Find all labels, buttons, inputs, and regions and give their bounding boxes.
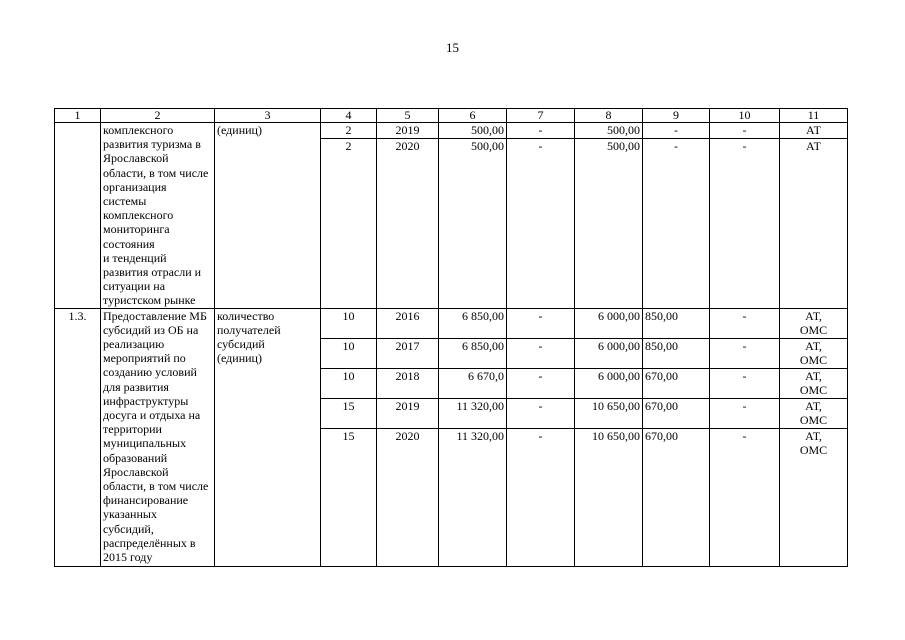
regional-budget: 500,00 [575, 138, 643, 308]
other-sources: - [710, 428, 780, 566]
federal-budget: - [507, 368, 575, 398]
column-header: 6 [439, 109, 507, 123]
year: 2020 [377, 138, 439, 308]
total-amount: 500,00 [439, 138, 507, 308]
local-budget: 670,00 [643, 428, 710, 566]
item-name: Предоставление МБ субсидий из ОБ на реализацию мероприятий по созданию условий для развития инфраструктуры досуга и отдыха на территории муниципальных образований Ярославской области, в том числе финансирование указанных субсидий, распределённых в 2015 году [101, 308, 215, 566]
other-sources: - [710, 123, 780, 139]
regional-budget: 6 000,00 [575, 338, 643, 368]
executor: АТ [780, 123, 848, 139]
column-header: 3 [215, 109, 321, 123]
indicator-value: 10 [321, 338, 377, 368]
federal-budget: - [507, 428, 575, 566]
item-name: комплексного развития туризма в Ярославской области, в том числе организация системы комплексного мониторинга состояния и тенденций развития отрасли и ситуации на туристском рынке [101, 123, 215, 309]
local-budget: 850,00 [643, 308, 710, 338]
column-header: 11 [780, 109, 848, 123]
federal-budget: - [507, 123, 575, 139]
other-sources: - [710, 138, 780, 308]
table-row [55, 123, 848, 139]
column-header: 10 [710, 109, 780, 123]
column-header: 1 [55, 109, 101, 123]
local-budget: 850,00 [643, 338, 710, 368]
local-budget: - [643, 123, 710, 139]
column-number-row [55, 109, 848, 123]
item-number: 1.3. [55, 308, 101, 566]
table-row [55, 308, 848, 338]
item-number [55, 123, 101, 309]
local-budget: - [643, 138, 710, 308]
total-amount: 6 850,00 [439, 308, 507, 338]
executor: АТ, ОМС [780, 428, 848, 566]
executor: АТ, ОМС [780, 398, 848, 428]
federal-budget: - [507, 338, 575, 368]
year: 2016 [377, 308, 439, 338]
column-header: 9 [643, 109, 710, 123]
executor: АТ, ОМС [780, 368, 848, 398]
executor: АТ, ОМС [780, 308, 848, 338]
other-sources: - [710, 308, 780, 338]
local-budget: 670,00 [643, 368, 710, 398]
total-amount: 11 320,00 [439, 428, 507, 566]
local-budget: 670,00 [643, 398, 710, 428]
indicator-name: (единиц) [215, 123, 321, 309]
executor: АТ, ОМС [780, 338, 848, 368]
year: 2017 [377, 338, 439, 368]
year: 2019 [377, 123, 439, 139]
program-table [54, 108, 848, 567]
year: 2020 [377, 428, 439, 566]
indicator-value: 10 [321, 368, 377, 398]
indicator-value: 2 [321, 123, 377, 139]
total-amount: 6 850,00 [439, 338, 507, 368]
regional-budget: 6 000,00 [575, 368, 643, 398]
other-sources: - [710, 338, 780, 368]
total-amount: 500,00 [439, 123, 507, 139]
regional-budget: 10 650,00 [575, 398, 643, 428]
federal-budget: - [507, 398, 575, 428]
column-header: 7 [507, 109, 575, 123]
column-header: 4 [321, 109, 377, 123]
column-header: 8 [575, 109, 643, 123]
regional-budget: 500,00 [575, 123, 643, 139]
year: 2019 [377, 398, 439, 428]
page-number: 15 [446, 40, 459, 55]
indicator-name: количество получателей субсидий (единиц) [215, 308, 321, 566]
executor: АТ [780, 138, 848, 308]
year: 2018 [377, 368, 439, 398]
total-amount: 11 320,00 [439, 398, 507, 428]
other-sources: - [710, 368, 780, 398]
indicator-value: 2 [321, 138, 377, 308]
indicator-value: 10 [321, 308, 377, 338]
indicator-value: 15 [321, 428, 377, 566]
total-amount: 6 670,0 [439, 368, 507, 398]
column-header: 2 [101, 109, 215, 123]
regional-budget: 6 000,00 [575, 308, 643, 338]
federal-budget: - [507, 308, 575, 338]
column-header: 5 [377, 109, 439, 123]
regional-budget: 10 650,00 [575, 428, 643, 566]
other-sources: - [710, 398, 780, 428]
indicator-value: 15 [321, 398, 377, 428]
federal-budget: - [507, 138, 575, 308]
